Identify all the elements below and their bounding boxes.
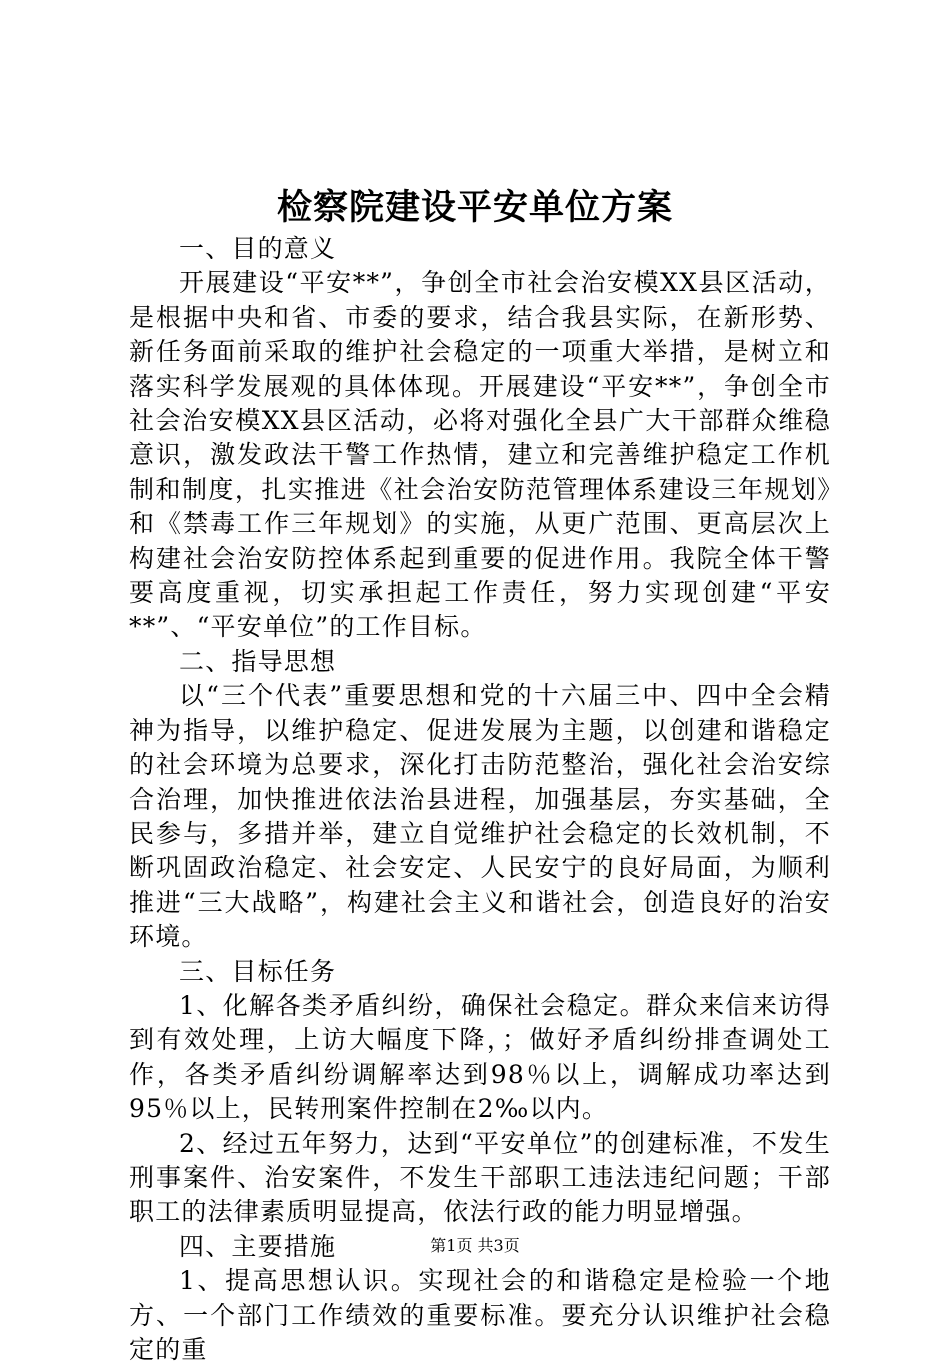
- paragraph-target-1: 1、化解各类矛盾纠纷，确保社会稳定。群众来信来访得到有效处理，上访大幅度下降，；做好矛盾纠纷排查调处工作，各类矛盾纠纷调解率达到98％以上，调解成功率达到95％以上，民转刑案件控制在2‰以内。: [129, 990, 831, 1124]
- document-title: 检察院建设平安单位方案: [276, 187, 673, 228]
- page-footer: 第1页 共3页: [430, 1236, 520, 1255]
- section-heading-1: 一、目的意义: [179, 234, 337, 263]
- paragraph-purpose: 开展建设“平安**”，争创全市社会治安模XX县区活动，是根据中央和省、市委的要求，结合我县实际，在新形势、新任务面前采取的维护社会稳定的一项重大举措，是树立和落实科学发展观的具体体现。开展建设“平安**”，争创全市社会治安模XX县区活动，必将对强化全县广大干部群众维稳意识，激发政法干警工作热情，建立和完善维护稳定工作机制和制度，扎实推进《社会治安防范管理体系建设三年规划》和《禁毒工作三年规划》的实施，从更广范围、更高层次上构建社会治安防控体系起到重要的促进作用。我院全体干警要高度重视，切实承担起工作责任，努力实现创建“平安**”、“平安单位”的工作目标。: [129, 268, 831, 642]
- section-heading-2: 二、指导思想: [179, 646, 337, 676]
- paragraph-target-2: 2、经过五年努力，达到“平安单位”的创建标准，不发生刑事案件、治安案件，不发生干部职工违法违纪问题；干部职工的法律素质明显提高，依法行政的能力明显增强。: [129, 1128, 831, 1227]
- document-body: [129, 232, 831, 1367]
- paragraph-guiding-ideology: 以“三个代表”重要思想和党的十六届三中、四中全会精神为指导，以维护稳定、促进发展为主题，以创建和谐稳定的社会环境为总要求，深化打击防范整治，强化社会治安综合治理，加快推进依法治县进程，加强基层，夯实基础，全民参与，多措并举，建立自觉维护社会稳定的长效机制，不断巩固政治稳定、社会安定、人民安宁的良好局面，为顺利推进“三大战略”，构建社会主义和谐社会，创造良好的治安环境。: [129, 681, 831, 952]
- section-heading-4: 四、主要措施: [179, 1231, 337, 1261]
- paragraph-measure-1: 1、提高思想认识。实现社会的和谐稳定是检验一个地方、一个部门工作绩效的重要标准。要充分认识维护社会稳定的重: [129, 1266, 831, 1364]
- section-heading-3: 三、目标任务: [179, 956, 337, 986]
